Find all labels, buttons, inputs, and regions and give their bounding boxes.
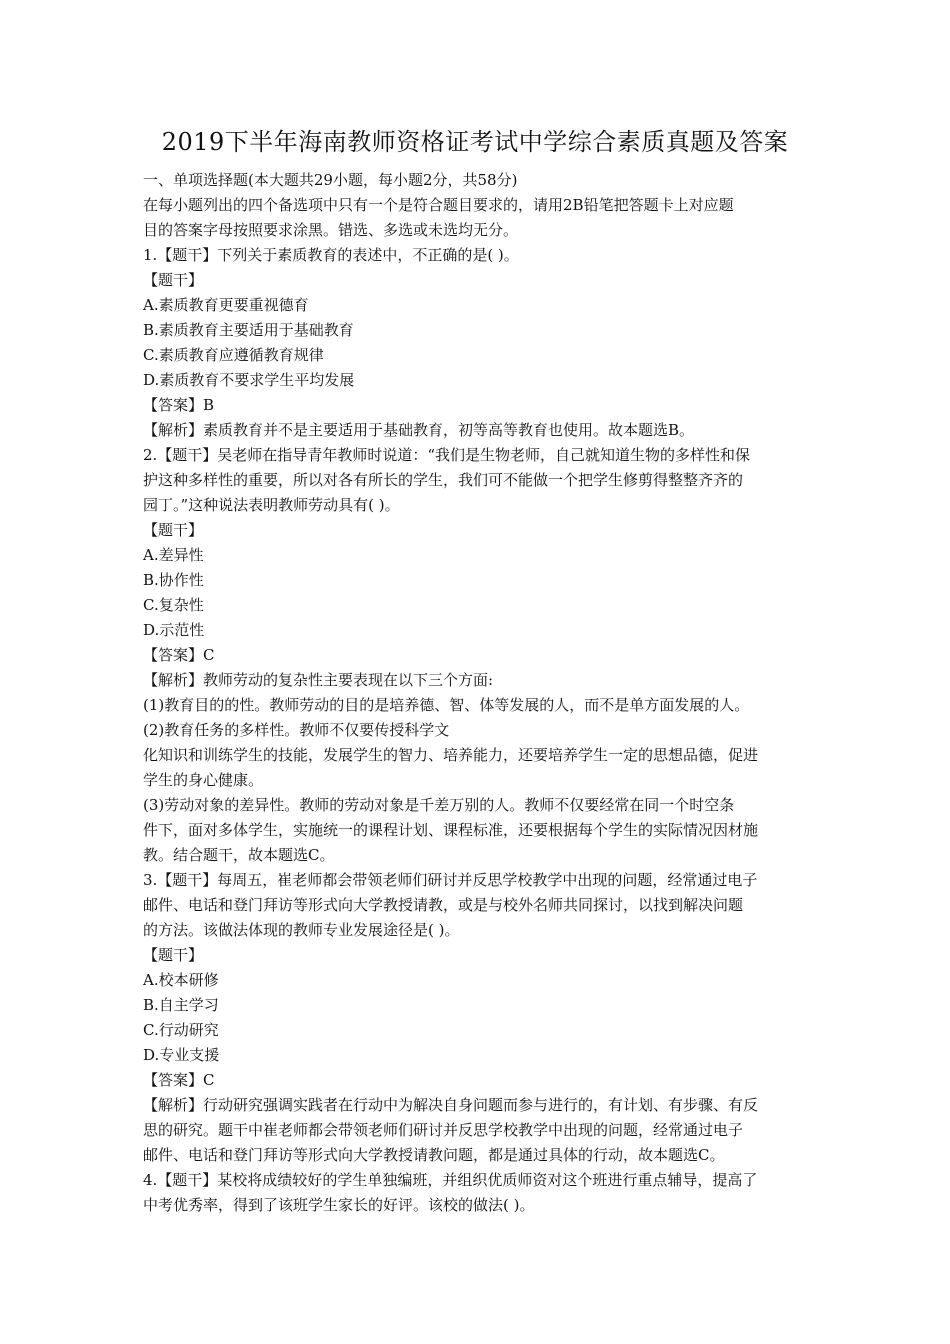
text-line: 中考优秀率，得到了该班学生家长的好评。该校的做法( )。 (143, 1196, 535, 1214)
text-line: 化知识和训练学生的技能，发展学生的智力、培养能力，还要培养学生一定的思想品德，促进 (143, 746, 759, 764)
text-line: 3.【题干】每周五，崔老师都会带领老师们研讨并反思学校教学中出现的问题，经常通过电子 (143, 871, 758, 889)
text-line: B.协作性 (143, 571, 204, 589)
text-line: 【解析】素质教育并不是主要适用于基础教育，初等高等教育也使用。故本题选B。 (143, 421, 695, 439)
text-line: 【答案】C (143, 646, 215, 664)
text-line: 园丁。”这种说法表明教师劳动具有( )。 (143, 496, 400, 514)
text-line: (2)教育任务的多样性。教师不仅要传授科学文 (143, 721, 450, 739)
text-line: 在每小题列出的四个备选项中只有一个是符合题目要求的，请用2B铅笔把答题卡上对应题 (143, 196, 734, 214)
text-line: 学生的身心健康。 (143, 771, 264, 789)
text-line: 【答案】B (143, 396, 215, 414)
text-line: 【题干】 (143, 521, 204, 539)
text-line: 【解析】教师劳动的复杂性主要表现在以下三个方面: (143, 671, 494, 689)
document-body (143, 168, 813, 1218)
text-line: 一、单项选择题(本大题共29小题，每小题2分，共58分) (143, 171, 518, 189)
text-line: 邮件、电话和登门拜访等形式向大学教授请教，或是与校外名师共同探讨，以找到解决问题 (143, 896, 744, 914)
text-line: B.自主学习 (143, 996, 219, 1014)
text-line: D.专业支援 (143, 1046, 220, 1064)
text-line: D.素质教育不要求学生平均发展 (143, 371, 355, 389)
text-line: 2.【题干】吴老师在指导青年教师时说道：“我们是生物老师，自己就知道生物的多样性和保 (143, 446, 750, 464)
text-line: 的方法。该做法体现的教师专业发展途径是( )。 (143, 921, 460, 939)
text-line: (1)教育目的的性。教师劳动的目的是培养德、智、体等发展的人，而不是单方面发展的人。 (143, 696, 750, 714)
text-line: 思的研究。题干中崔老师都会带领老师们研讨并反思学校教学中出现的问题，经常通过电子 (143, 1121, 744, 1139)
text-line: 护这种多样性的重要，所以对各有所长的学生，我们可不能做一个把学生修剪得整整齐齐的 (143, 471, 744, 489)
text-line: D.示范性 (143, 621, 205, 639)
text-line: 【题干】 (143, 271, 204, 289)
text-line: 【题干】 (143, 946, 204, 964)
text-line: 件下，面对多体学生，实施统一的课程计划、课程标准，还要根据每个学生的实际情况因材施 (143, 821, 759, 839)
text-line: A.校本研修 (143, 971, 219, 989)
text-line: 【解析】行动研究强调实践者在行动中为解决自身问题而参与进行的，有计划、有步骤、有反 (143, 1096, 759, 1114)
text-line: B.素质教育主要适用于基础教育 (143, 321, 354, 339)
text-line: A.素质教育更要重视德育 (143, 296, 309, 314)
text-line: 目的答案字母按照要求涂黑。错选、多选或未选均无分。 (143, 221, 519, 239)
document-title: 2019下半年海南教师资格证考试中学综合素质真题及答案 (161, 128, 789, 156)
text-line: 【答案】C (143, 1071, 215, 1089)
text-line: A.差异性 (143, 546, 204, 564)
text-line: 1.【题干】下列关于素质教育的表述中，不正确的是( )。 (143, 246, 519, 264)
text-line: 4.【题干】某校将成绩较好的学生单独编班，并组织优质师资对这个班进行重点辅导，提高了 (143, 1171, 758, 1189)
text-line: 邮件、电话和登门拜访等形式向大学教授请教问题，都是通过具体的行动，故本题选C。 (143, 1146, 725, 1164)
text-line: C.素质教育应遵循教育规律 (143, 346, 324, 364)
text-line: C.行动研究 (143, 1021, 219, 1039)
text-line: C.复杂性 (143, 596, 204, 614)
text-line: (3)劳动对象的差异性。教师的劳动对象是千差万别的人。教师不仅要经常在同一个时空条 (143, 796, 735, 814)
text-line: 教。结合题干，故本题选C。 (143, 846, 335, 864)
